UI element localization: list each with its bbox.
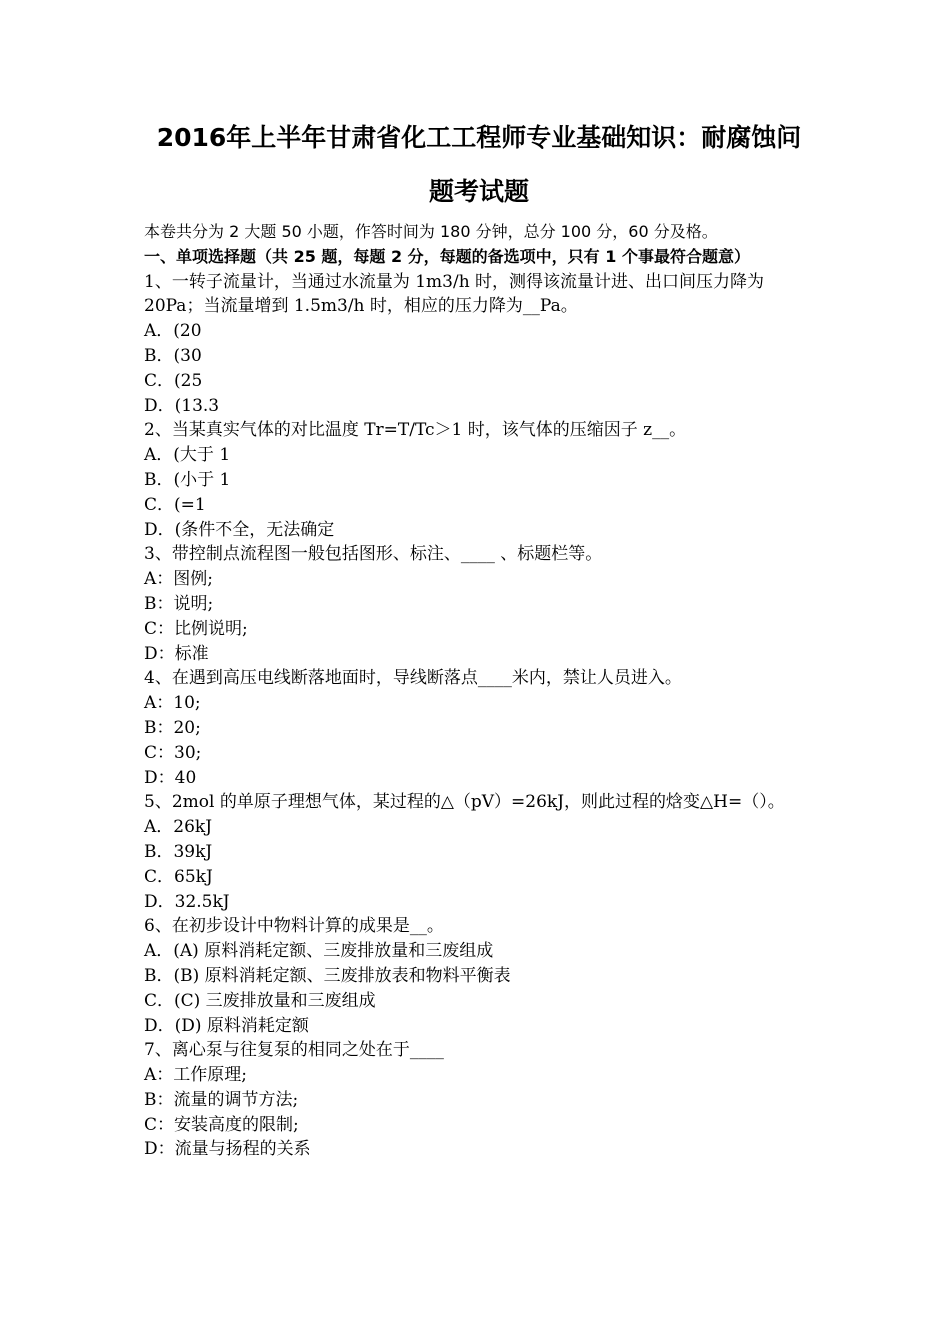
question-text: 6、在初步设计中物料计算的成果是__。	[144, 916, 444, 937]
option-a: A．(大于 1	[144, 445, 231, 466]
question-text: 7、离心泵与往复泵的相同之处在于____	[144, 1040, 444, 1061]
option-a: A．(20	[144, 321, 202, 342]
option-b: B．39kJ	[144, 841, 213, 862]
option-b: B：流量的调节方法;	[144, 1089, 299, 1110]
option-d: D．32.5kJ	[144, 891, 230, 912]
option-a: A：工作原理;	[144, 1065, 248, 1086]
option-d: D：流量与扬程的关系	[144, 1139, 311, 1160]
exam-meta: 本卷共分为 2 大题 50 小题，作答时间为 180 分钟，总分 100 分，60 分及格。	[144, 222, 718, 241]
question-text: 3、带控制点流程图一般包括图形、标注、____ 、标题栏等。	[144, 544, 603, 565]
option-c: C：比例说明;	[144, 618, 248, 639]
option-c: C：安装高度的限制;	[144, 1114, 299, 1135]
option-d: D．(条件不全，无法确定	[144, 519, 335, 540]
question-text: 2、当某真实气体的对比温度 Tr=T/Tc＞1 时，该气体的压缩因子 z__。	[144, 420, 687, 441]
question-3	[144, 542, 814, 666]
question-text: 1、一转子流量计，当通过水流量为 1m3/h 时，测得该流量计进、出口间压力降为 20Pa；当流量增到 1.5m3/h 时，相应的压力降为__Pa。	[144, 271, 765, 317]
document-title-line1: 2016年上半年甘肃省化工工程师专业基础知识：耐腐蚀问	[156, 123, 802, 152]
option-c: C．65kJ	[144, 866, 213, 887]
question-7	[144, 1038, 814, 1162]
option-d: D．(D) 原料消耗定额	[144, 1015, 309, 1036]
question-text: 4、在遇到高压电线断落地面时，导线断落点____米内，禁让人员进入。	[144, 668, 682, 689]
question-6	[144, 914, 814, 1038]
option-b: B．(30	[144, 345, 202, 366]
option-b: B：20;	[144, 717, 201, 738]
question-text: 5、2mol 的单原子理想气体，某过程的△（pV）=26kJ，则此过程的焓变△H=（）。	[144, 792, 785, 813]
document-body	[144, 220, 814, 1162]
question-5	[144, 790, 814, 914]
section-heading: 一、单项选择题（共 25 题，每题 2 分，每题的备选项中，只有 1 个事最符合题意）	[144, 246, 750, 266]
option-b: B：说明;	[144, 593, 214, 614]
question-1	[144, 270, 814, 419]
option-b: B．(B) 原料消耗定额、三废排放表和物料平衡表	[144, 965, 511, 986]
option-c: C：30;	[144, 742, 202, 763]
option-a: A．(A) 原料消耗定额、三废排放量和三废组成	[144, 941, 494, 962]
option-a: A：10;	[144, 693, 201, 714]
option-c: C．(C) 三废排放量和三废组成	[144, 990, 376, 1011]
option-c: C．(25	[144, 370, 203, 391]
question-4	[144, 666, 814, 790]
question-2	[144, 418, 814, 542]
document-title-line2: 题考试题	[428, 177, 529, 206]
option-d: D：40	[144, 767, 197, 788]
option-d: D．(13.3	[144, 395, 220, 416]
option-d: D：标准	[144, 643, 209, 664]
option-c: C．(=1	[144, 494, 206, 515]
option-b: B．(小于 1	[144, 469, 231, 490]
option-a: A：图例;	[144, 569, 214, 590]
option-a: A．26kJ	[144, 817, 213, 838]
